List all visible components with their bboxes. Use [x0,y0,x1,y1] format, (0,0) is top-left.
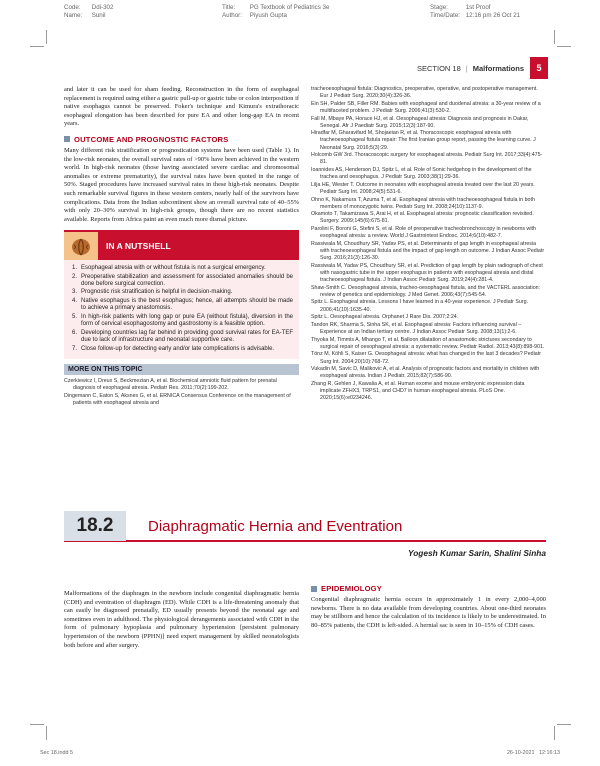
intro-paragraph: and later it can be used for sham feeding. Reconstruction in the form of esophageal replacement is required using either a gastric pull-up or gastric tube or colon interposition if native esophagus cannot be preserved. Foker's technique and Kimura's extrathoracic esophageal elongation has been described for pure EA and other long-gap EA in recent years. [64,86,299,128]
crop-mark [30,724,44,725]
page-number: 5 [530,57,548,79]
outcome-paragraph: Many different risk stratification or prognostication systems have been used (Table 1). In the low-risk neonates, the overall survival rates of >90% have been achieved in the western world. In high-risk neonates (those having associated severe cardiac and chromosomal anomalies or extreme prematurity), the survival rates have been quoted in the range of 50%. Staged procedures have increased survival rates in these high-risk neonates. Despite such remarkable survival figures in these western centers, nearly half of the survivors have complications. Data from the Indian subcontinent show an overall survival rate of 40–55% with only 20–30% survival in high-risk groups, though there are no recent statistics available. Reports from Africa paint an even much more dismal picture. [64,146,299,223]
reference-item: Holcomb GW 3rd. Thoracoscopic surgery for esophageal atresia. Pediatr Surg Int. 2017;33(4):475-81. [311,152,543,166]
reference-item: tracheoesophageal fistula: Diagnostics, preoperative, operative, and postoperative management. Eur J Pediatr Surg. 2020;30(4):326-36. [311,86,538,100]
square-bullet-icon [64,136,70,142]
section-label: SECTION 18 [417,63,461,73]
proof-info-center: Title: PG Textbook of Pediatrics 3e Author: Piyush Gupta [222,4,330,19]
more-refs [64,378,299,407]
crop-mark [557,724,571,725]
square-bullet-icon [311,586,317,592]
reference-item: Dingemann C, Eaton S, Aksnes G, et al. ERNICA Consensus Conference on the management of patients with esophageal atresia and [64,392,291,406]
reference-item: Spitz L. Oesophageal atresia. Orphanet J Rare Dis. 2007;2:24. [311,314,459,321]
nutshell-item: 3. Prognostic risk stratification is helpful in decision-making. [72,289,233,296]
reference-item: Shaw-Smith C. Oesophageal atresia, tracheo-oesophageal fistula, and the VACTERL association: review of genetics and epidemiology. J Med Genet. 2006;43(7):545-54. [311,284,541,298]
crop-mark [554,30,555,44]
reference-item: Hiradfar M, Gharavifard M, Shojaeian R, et al. Thoracoscopic esophageal atresia with tracheoesophageal fistula repair: The first Iranian group report, passing the learning curve. J Neonatal Surg. 2016;5(3):29. [311,130,536,151]
walnut-icon [64,232,98,260]
running-head: SECTION 18 | Malformations [417,63,524,73]
nutshell-item: 6. Developing countries lag far behind in providing good survival rates for EA-TEF due to lack of infrastructure and neonatal supportive care. [72,329,293,344]
crop-mark [46,726,47,740]
chapter-intro-column [64,590,299,650]
reference-item: Ein SH, Palder SB, Filler RM. Babies with esophageal and duodenal atresia: a 30-year review of a multifaceted problem. J Pediatr Surg. 2006;41(3):530-2. [311,100,541,114]
right-column [311,86,546,403]
nutshell-item: 1. Esophageal atresia with or without fistula is not a surgical emergency. [72,265,266,272]
epidemiology-heading: EPIDEMIOLOGY [311,584,546,593]
nutshell-list [64,260,299,359]
crop-mark [30,46,44,47]
reference-item: Rassiwala M, Yadav PS, Choudhury SR, et al. Prediction of gap length by plain radiograph of chest with nasogastric tube in the upper esophagus in patients with esophageal atresia and distal tracheoesophageal fistula. J Indian Assoc Pediatr Surg. 2019;24(4):281-4. [311,262,543,283]
reference-item: Vukadin M, Savic D, Malikovic A, et al. Analysis of prognostic factors and mortality in children with esophageal atresia. Indian J Pediatr. 2015;82(7):586-90. [311,366,540,380]
reference-item: Zhang R, Gehlen J, Kawalia A, et al. Human exome and mouse embryonic expression data implicate ZFHX3, TRPS1, and CHD7 in human esophageal atresia. PLoS One. 2020;15(6):e0234246. [311,381,525,402]
nutshell-header [64,232,299,260]
chapter-intro: Malformations of the diaphragm in the newborn include congenital diaphragmatic hernia (CDH) and eventration of diaphragm (ED). While CDH is a life-threatening anomaly that can easily be diagnosed prenatally, ED usually presents beyond the neonatal age and sometimes even in adulthood. The physiological derangements associated with CDH in the form of pulmonary hypoplasia and pulmonary hypertension [persistent pulmonary hypertension of the newborn (PPHN)] need expert management by skilled neonatologists both before and after surgery. [64,590,299,649]
reference-item: Thyoka M, Timmis A, Mhango T, et al. Balloon dilatation of anastomotic strictures secondary to surgical repair of oesophageal atresia: a systematic review. Pediatr Radiol. 2013;43(8):898-901. [311,336,545,350]
proof-info-left: Code: Ddi-302 Name: Sunil [64,4,114,19]
reference-item: Spitz L. Esophageal atresia. Lessons I have learned in a 40-year experience. J Pediatr Surg. 2006;41(10):1635-40. [311,299,529,313]
reference-item: Tandon RK, Sharma S, Sinha SK, et al. Esophageal atresia: Factors influencing survival – Experience at an Indian tertiary centre. J Indian Assoc Pediatr Surg. 2008;13(1):2-6. [311,321,522,335]
proof-info-right: Stage: 1st Proof Time/Date: 12:16 pm 26 Oct 21 [430,4,521,19]
nutshell-item: 4. Native esophagus is the best esophagus; hence, all attempts should be made to achieve a primary anastomosis. [72,297,293,312]
reference-item: Fall M, Mbaye PA, Horace HJ, et al. Oesophageal atresia: Diagnosis and prognosis in Dakar, Senegal. Afr J Paediatr Surg. 2015;12(3):187-90. [311,115,529,129]
footer-file: Sec 18.indd 5 [40,750,73,756]
nutshell-title: IN A NUTSHELL [106,241,171,252]
footer-timestamp: 26-10-2021 12:16:13 [506,750,560,756]
nutshell-box [64,230,299,359]
epidemiology-paragraph: Congenital diaphragmatic hernia occurs in approximately 1 in every 2,000–4,000 newborns. There is no data available from developing countries. About one-third neonates may be stillborn and hence the calculation of its incidence is likely to be underestimated. In 80–85% patients, the CDH is left-sided. A hernial sac is seen in 10–15% of CDH cases. [311,596,546,629]
reference-item: Ohno K, Nakamura T, Azuma T, et al. Esophageal atresia with tracheoesophageal fistula in both members of monozygotic twins. Pediatr Surg Int. 2008;24(10):1137-9. [311,196,535,210]
epidemiology-column [311,584,546,630]
reference-item: Rassiwala M, Choudhury SR, Yadav PS, et al. Determinants of gap length in esophageal atresia with tracheoesophageal fistula and the impact of gap length on outcome. J Indian Assoc Pediatr Surg. 2016;21(3):126-30. [311,240,545,262]
nutshell-item: 7. Close follow-up for detecting early and/or late complications is advisable. [72,345,275,352]
left-column [64,86,299,407]
chapter-number: 18.2 [64,511,126,541]
crop-mark [46,30,47,44]
nutshell-item: 2. Preoperative stabilization and assessment for associated anomalies should be done before surgical correction. [72,273,293,288]
reference-item: Ioannides AS, Henderson DJ, Spitz L, et al. Role of Sonic hedgehog in the development of the trachea and oesophagus. J Pediatr Surg. 2003;38(1):29-36. [311,167,532,181]
chapter-authors: Yogesh Kumar Sarin, Shalini Sinha [407,548,546,558]
reference-list [311,86,546,402]
crop-mark [557,46,571,47]
reference-item: Okamoto T, Takamizawa S, Arai H, et al. Esophageal atresia: prognostic classification revisited. Surgery. 2009;145(6):675-81. [311,211,534,225]
reference-item: Tönz M, Köhli S, Kaiser G. Oesophageal atresia: what has changed in the last 3 decades? Pediatr Surg Int. 2004;20(10):768-72. [311,351,541,365]
chapter-title: Diaphragmatic Hernia and Eventration [148,517,403,535]
chapter-heading [64,512,546,542]
reference-item: Parolini F, Boroni G, Stefini S, et al. Role of preoperative tracheobronchoscopy in newborns with esophageal atresia: a review. World J Gastrointest Endosc. 2014;6(10):482-7. [311,226,536,240]
outcome-heading: OUTCOME AND PROGNOSTIC FACTORS [64,135,299,144]
crop-mark [554,726,555,740]
reference-item: Lilja HE, Wester T. Outcome in neonates with esophageal atresia treated over the last 20 years. Pediatr Surg Int. 2008;24(5):531-6. [311,181,535,195]
more-on-topic-heading: MORE ON THIS TOPIC [64,364,299,375]
reference-item: Czerkiewicz I, Dreux S, Beckmezian A, et al. Biochemical amniotic fluid pattern for prenatal diagnosis of esophageal atresia. Pediatr Res. 2011;70(2):199-202. [64,377,277,391]
section-title: Malformations [472,63,524,73]
nutshell-item: 5. In high-risk patients with long gap or pure EA (without fistula), diversion in the form of cervical esophagostomy and gastrostomy is a feasible option. [72,313,293,328]
